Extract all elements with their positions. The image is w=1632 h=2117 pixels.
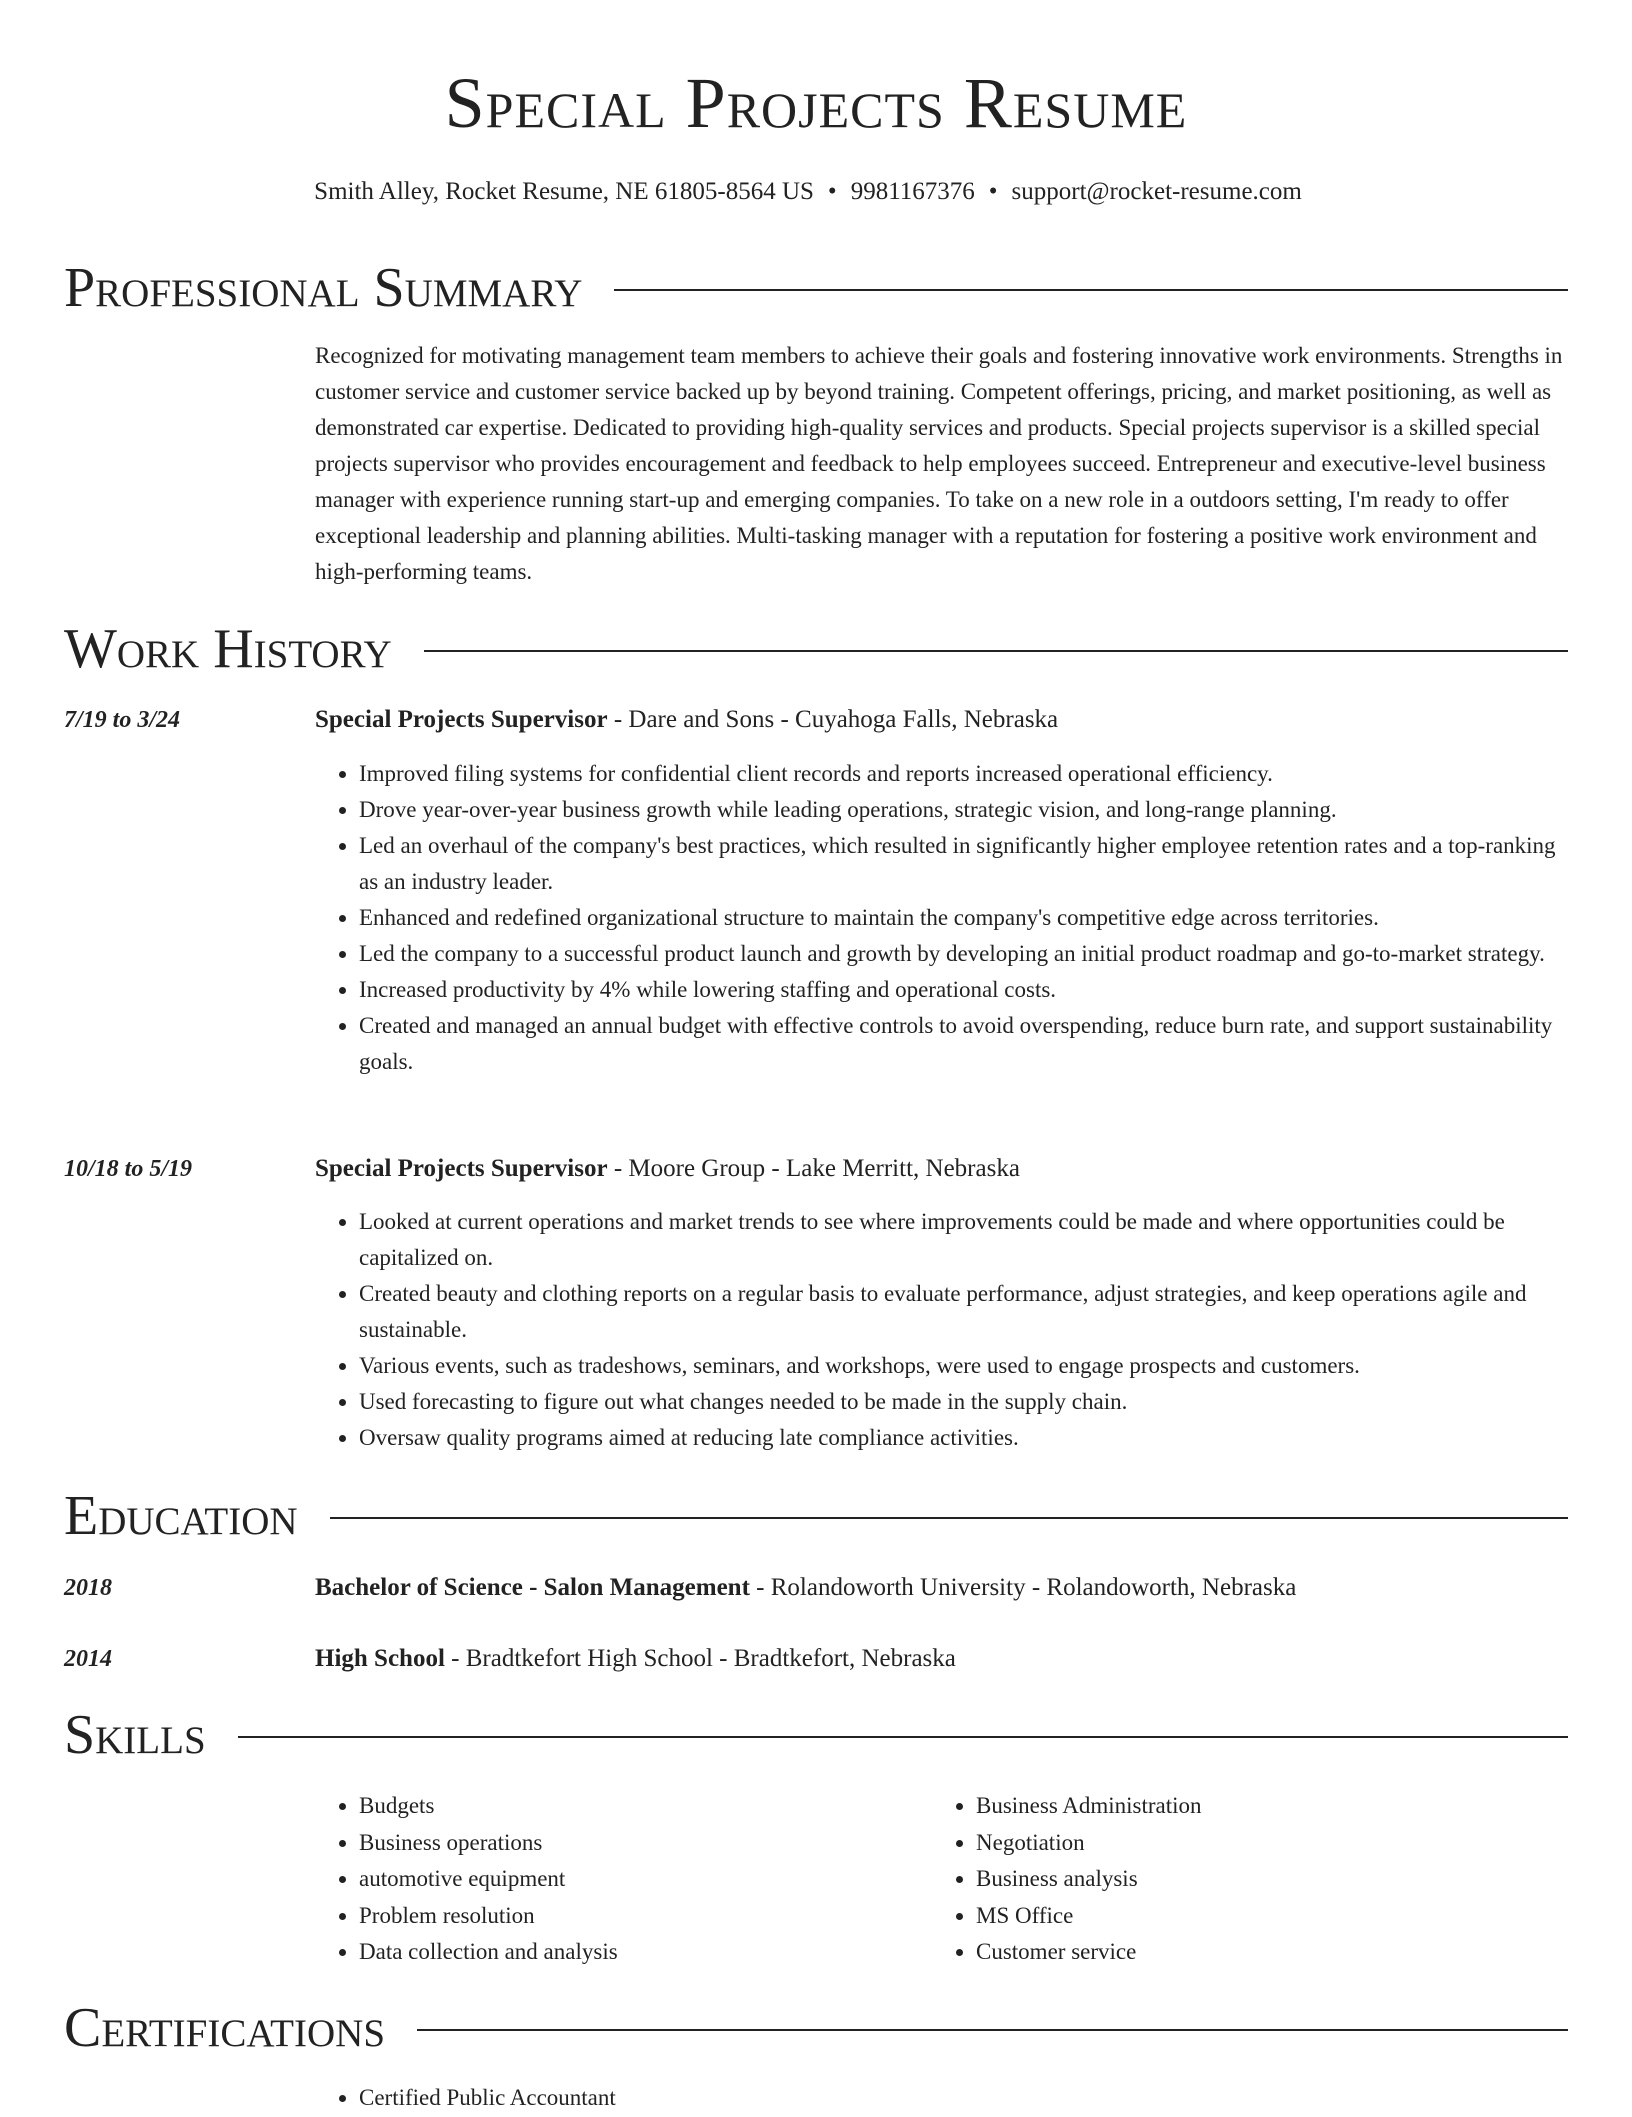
job-bullet: • Led the company to a successful product launch and growth by developing an initial product roadmap and go-to-market strategy. [359,936,1568,972]
education-year: 2014 [64,1646,112,1672]
contact-line [0,174,1616,210]
skill-item: • Negotiation [976,1825,1536,1862]
section-header-skills [64,1703,1568,1767]
section-header-summary [64,256,1568,320]
job-bullets [315,756,1568,1080]
job-details: - Dare and Sons - Cuyahoga Falls, Nebraska [607,706,1059,733]
skill-item: • MS Office [976,1898,1536,1935]
job-bullet: • Looked at current operations and market trends to see where improvements could be made and where opportunities could be capitalized on. [359,1204,1568,1276]
contact-email: support@rocket-resume.com [1011,178,1302,205]
section-divider [417,2029,1568,2031]
skill-item: • Problem resolution [359,1898,919,1935]
contact-phone: 9981167376 [850,178,975,205]
section-header-certifications [64,1996,1568,2060]
section-title: Certifications [64,1997,386,2059]
job-bullet: • Used forecasting to figure out what changes needed to be made in the supply chain. [359,1384,1568,1420]
skill-item: • automotive equipment [359,1861,919,1898]
resume-title: Special Projects Resume [444,63,1188,143]
education-year: 2018 [64,1575,112,1601]
education-details: - Rolandoworth University - Rolandoworth, Nebraska [749,1574,1297,1601]
job-bullet: • Led an overhaul of the company's best practices, which resulted in significantly higher employee retention rates and a top-ranking as an industry leader. [359,828,1568,900]
education-degree: High School [315,1645,445,1672]
skills-list-right [932,1788,1536,1971]
education-title [315,1641,1568,1677]
skill-item: • Business analysis [976,1861,1536,1898]
job-position: Special Projects Supervisor [315,1155,608,1182]
job-details: - Moore Group - Lake Merritt, Nebraska [607,1155,1020,1182]
job-title [315,702,1568,738]
section-header-work-history [64,617,1568,681]
skill-item: • Data collection and analysis [359,1934,919,1971]
section-divider [330,1517,1568,1519]
job-dates: 10/18 to 5/19 [64,1156,193,1182]
section-divider [424,650,1568,652]
job-dates: 7/19 to 3/24 [64,707,181,733]
skill-item: • Customer service [976,1934,1536,1971]
summary-text: Recognized for motivating management team members to achieve their goals and fostering innovative work environments. Strengths in customer service and customer service backed up by beyond training. Competent offerings, pricing, and market positioning, as well as demonstrated car expertise. Dedicated to providing high-quality services and products. Special projects supervisor is a skilled special projects supervisor who provides encouragement and feedback to help employees succeed. Entrepreneur and executive-level business manager with experience running start-up and emerging companies. To take on a new role in a outdoors setting, I'm ready to offer exceptional leadership and planning abilities. Multi-tasking manager with a reputation for fostering a positive work environment and high-performing teams. [315,343,1563,584]
job-bullet: • Drove year-over-year business growth while leading operations, strategic vision, and long-range planning. [359,792,1568,828]
contact-separator: • [827,178,837,205]
contact-address: Smith Alley, Rocket Resume, NE 61805-8564 US [314,178,814,205]
skill-item: • Budgets [359,1788,919,1825]
job-position: Special Projects Supervisor [315,706,608,733]
job-bullet: • Improved filing systems for confidential client records and reports increased operational efficiency. [359,756,1568,792]
section-title: Education [64,1485,298,1547]
job-bullet: • Created beauty and clothing reports on a regular basis to evaluate performance, adjust strategies, and keep operations agile and sustainable. [359,1276,1568,1348]
skills-list-left [315,1788,919,1971]
contact-separator: • [988,178,998,205]
section-header-education [64,1484,1568,1548]
education-details: - Bradtkefort High School - Bradtkefort, Nebraska [444,1645,956,1672]
section-title: Skills [64,1704,206,1766]
job-bullet: • Increased productivity by 4% while lowering staffing and operational costs. [359,972,1568,1008]
section-divider [614,289,1568,291]
job-bullet: • Oversaw quality programs aimed at reducing late compliance activities. [359,1420,1568,1456]
education-degree: Bachelor of Science - Salon Management [315,1574,750,1601]
job-bullet: • Created and managed an annual budget with effective controls to avoid overspending, reduce burn rate, and support sustainability goals. [359,1008,1568,1080]
education-title [315,1570,1568,1606]
job-bullet: • Enhanced and redefined organizational structure to maintain the company's competitive edge across territories. [359,900,1568,936]
job-bullets [315,1204,1568,1456]
skill-item: • Business Administration [976,1788,1536,1825]
section-title: Professional Summary [64,257,583,319]
certification-item: • Certified Public Accountant [359,2080,919,2117]
job-title [315,1151,1568,1187]
skill-item: • Business operations [359,1825,919,1862]
section-title: Work History [64,618,392,680]
certifications-list [315,2080,919,2117]
job-bullet: • Various events, such as tradeshows, seminars, and workshops, were used to engage prospects and customers. [359,1348,1568,1384]
section-divider [238,1736,1568,1738]
